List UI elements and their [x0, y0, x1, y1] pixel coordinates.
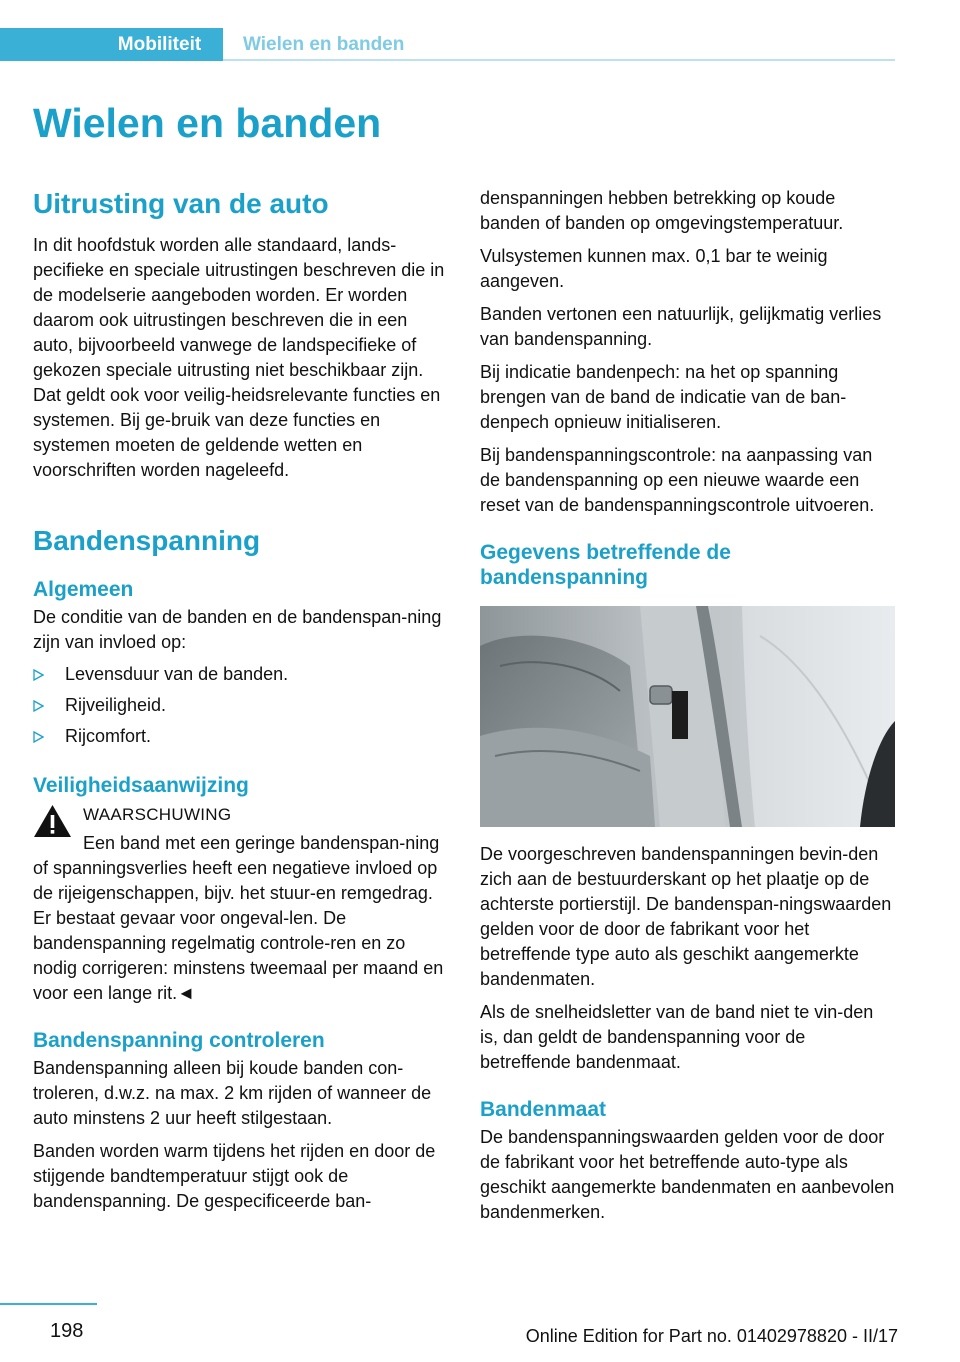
heading-algemeen: Algemeen — [33, 578, 134, 601]
triangle-bullet-icon — [33, 669, 44, 681]
warning-label: WAARSCHUWING — [83, 805, 232, 824]
triangle-bullet-icon — [33, 731, 44, 743]
paragraph-vulsystemen: Vulsystemen kunnen max. 0,1 bar te weinig aangeven. — [480, 246, 828, 291]
paragraph-algemeen: De conditie van de banden en de bandenspan-ning zijn van invloed op: — [33, 607, 442, 652]
heading-veiligheidsaanwijzing: Veiligheidsaanwijzing — [33, 774, 249, 797]
heading-controleren: Bandenspanning controleren — [33, 1029, 325, 1052]
warning-triangle-icon — [33, 804, 72, 838]
list-item-text: Rijcomfort. — [65, 726, 152, 746]
right-column — [480, 186, 896, 1225]
paragraph-bandenmaat: De bandenspanningswaarden gelden voor de door de fabrikant voor het betreffende auto-type als geschikt aangemerkte bandenmaten en aanbevolen bandenmerken. — [480, 1127, 895, 1222]
paragraph-uitrusting: In dit hoofdstuk worden alle standaard, lands-pecifieke en speciale uitrustingen beschreven die in de modelserie aangeboden worden. Er worden daarom ook uitrustingen beschreven die in een auto, bijvoorbeeld vanwege de landspecifieke of gekozen speciale uitrusting niet beschikbaar zijn. Dat geldt ook voor veilig-heidsrelevante functies en systemen. Bij ge-bruik van deze functies en systemen moeten de geldende wetten en voorschriften worden nageleefd. — [33, 235, 445, 480]
paragraph-controleren-2: Banden worden warm tijdens het rijden en door de stijgende bandtemperatuur stijgt ook de bandenspanning. De gespecificeerde ban- — [33, 1141, 436, 1211]
paragraph-verlies: Banden vertonen een natuurlijk, gelijkmatig verlies van bandenspanning. — [480, 304, 882, 349]
heading-bandenmaat: Bandenmaat — [480, 1098, 607, 1121]
edition-note: Online Edition for Part no. 01402978820 - II/17 — [525, 1326, 898, 1346]
paragraph-continued: denspanningen hebben betrekking op koude banden of banden op omgevingstemperatuur. — [480, 188, 844, 233]
page-title: Wielen en banden — [33, 100, 382, 146]
warning-text: Een band met een geringe bandenspan-ning of spanningsverlies heeft een negatieve invloed op de rijeigenschappen, bijv. het stuur-en remgedrag. Er bestaat gevaar voor ongeval-len. De bandenspanning regelmatig controle-ren en zo nodig corrigeren: minstens tweemaal per maand en voor een lange rit.◄ — [33, 833, 444, 1003]
header-chapter-tab: Wielen en banden — [223, 28, 895, 61]
paragraph-controle: Bij bandenspanningscontrole: na aanpassing van de bandenspanning op een nieuwe waarde een reset van de bandenspanningscontrole uitvoeren. — [480, 445, 875, 515]
heading-bandenspanning: Bandenspanning — [33, 525, 261, 556]
door-pillar-photo — [480, 606, 895, 827]
header-section-tab: Mobiliteit — [96, 28, 223, 61]
list-item — [33, 662, 449, 687]
footer-rule — [0, 1303, 97, 1305]
paragraph-voorgeschreven: De voorgeschreven bandenspanningen bevin-den zich aan de bestuurderskant op het plaatje op de achterste portierstijl. De bandenspan-ningswaarden gelden voor de door de fabrikant voor het betreffende type auto als geschikt aangemerkte bandenmaten. — [480, 844, 892, 989]
paragraph-snelheidsletter: Als de snelheidsletter van de band niet te vin-den is, dan geldt de bandenspanning voor de betreffende bandenmaat. — [480, 1002, 874, 1072]
list-item — [33, 693, 449, 718]
heading-uitrusting: Uitrusting van de auto — [33, 188, 329, 219]
heading-gegevens: Gegevens betreffende de bandenspanning — [480, 541, 731, 589]
header-bar-left — [0, 28, 96, 61]
list-item-text: Rijveiligheid. — [65, 695, 167, 715]
list-item-text: Levensduur van de banden. — [65, 664, 289, 684]
triangle-bullet-icon — [33, 700, 44, 712]
paragraph-bandenpech: Bij indicatie bandenpech: na het op spanning brengen van de band de indicatie van de ban-denpech opnieuw initialiseren. — [480, 362, 847, 432]
page-number: 198 — [50, 1320, 84, 1342]
left-column — [33, 188, 449, 1214]
list-item — [33, 724, 449, 749]
warning-block — [33, 802, 449, 1006]
paragraph-controleren-1: Bandenspanning alleen bij koude banden con-troleren, d.w.z. na max. 2 km rijden of wanneer de auto minstens 2 uur heeft stilgestaan. — [33, 1058, 432, 1128]
